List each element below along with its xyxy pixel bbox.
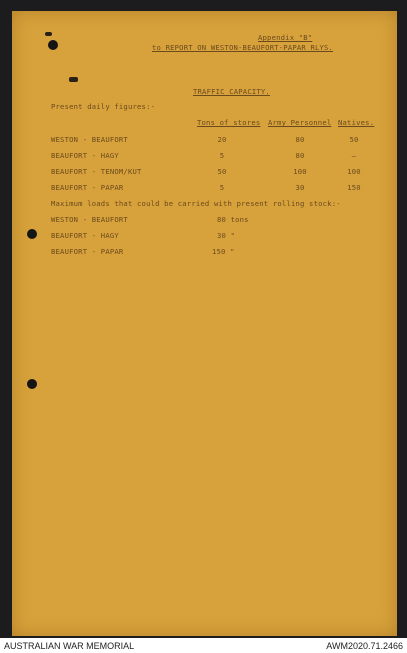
tons-value: 5 bbox=[219, 183, 225, 192]
tons-value: 50 bbox=[217, 167, 227, 176]
max-route-value: 30 " bbox=[217, 231, 236, 240]
max-route-value: 150 " bbox=[212, 247, 235, 256]
punch-hole-middle bbox=[27, 229, 37, 239]
section-title: TRAFFIC CAPACITY. bbox=[193, 87, 270, 96]
punch-hole-bottom bbox=[27, 379, 37, 389]
max-route-value: 80 tons bbox=[217, 215, 249, 224]
natives-value: 100 bbox=[347, 167, 361, 176]
army-value: 80 bbox=[295, 151, 305, 160]
footer-accession-number: AWM2020.71.2466 bbox=[326, 641, 403, 651]
max-route-label: WESTON - BEAUFORT bbox=[51, 215, 128, 224]
route-label: BEAUFORT - PAPAR bbox=[51, 183, 124, 192]
max-route-label: BEAUFORT - HAGY bbox=[51, 231, 119, 240]
max-loads-label: Maximum loads that could be carried with present rolling stock:- bbox=[51, 199, 341, 208]
col-header-tons: Tons of stores bbox=[197, 118, 261, 127]
appendix-label: Appendix "B" bbox=[258, 33, 313, 42]
tons-value: 5 bbox=[219, 151, 225, 160]
army-value: 30 bbox=[295, 183, 305, 192]
report-title: to REPORT ON WESTON-BEAUFORT-PAPAR RLYS. bbox=[152, 43, 334, 52]
document-page bbox=[12, 11, 397, 636]
route-label: BEAUFORT - HAGY bbox=[51, 151, 119, 160]
route-label: BEAUFORT - TENOM/KUT bbox=[51, 167, 142, 176]
ink-mark bbox=[69, 77, 78, 82]
ink-mark bbox=[45, 32, 52, 36]
archive-footer bbox=[0, 638, 407, 653]
col-header-army: Army Personnel bbox=[268, 118, 332, 127]
tons-value: 20 bbox=[217, 135, 227, 144]
army-value: 100 bbox=[293, 167, 307, 176]
army-value: 80 bbox=[295, 135, 305, 144]
natives-value: 50 bbox=[349, 135, 359, 144]
route-label: WESTON - BEAUFORT bbox=[51, 135, 128, 144]
col-header-natives: Natives. bbox=[338, 118, 375, 127]
natives-value: — bbox=[351, 151, 357, 160]
natives-value: 150 bbox=[347, 183, 361, 192]
max-route-label: BEAUFORT - PAPAR bbox=[51, 247, 124, 256]
punch-hole-top bbox=[48, 40, 58, 50]
present-figures-label: Present daily figures:- bbox=[51, 102, 156, 111]
footer-institution: AUSTRALIAN WAR MEMORIAL bbox=[4, 641, 135, 651]
